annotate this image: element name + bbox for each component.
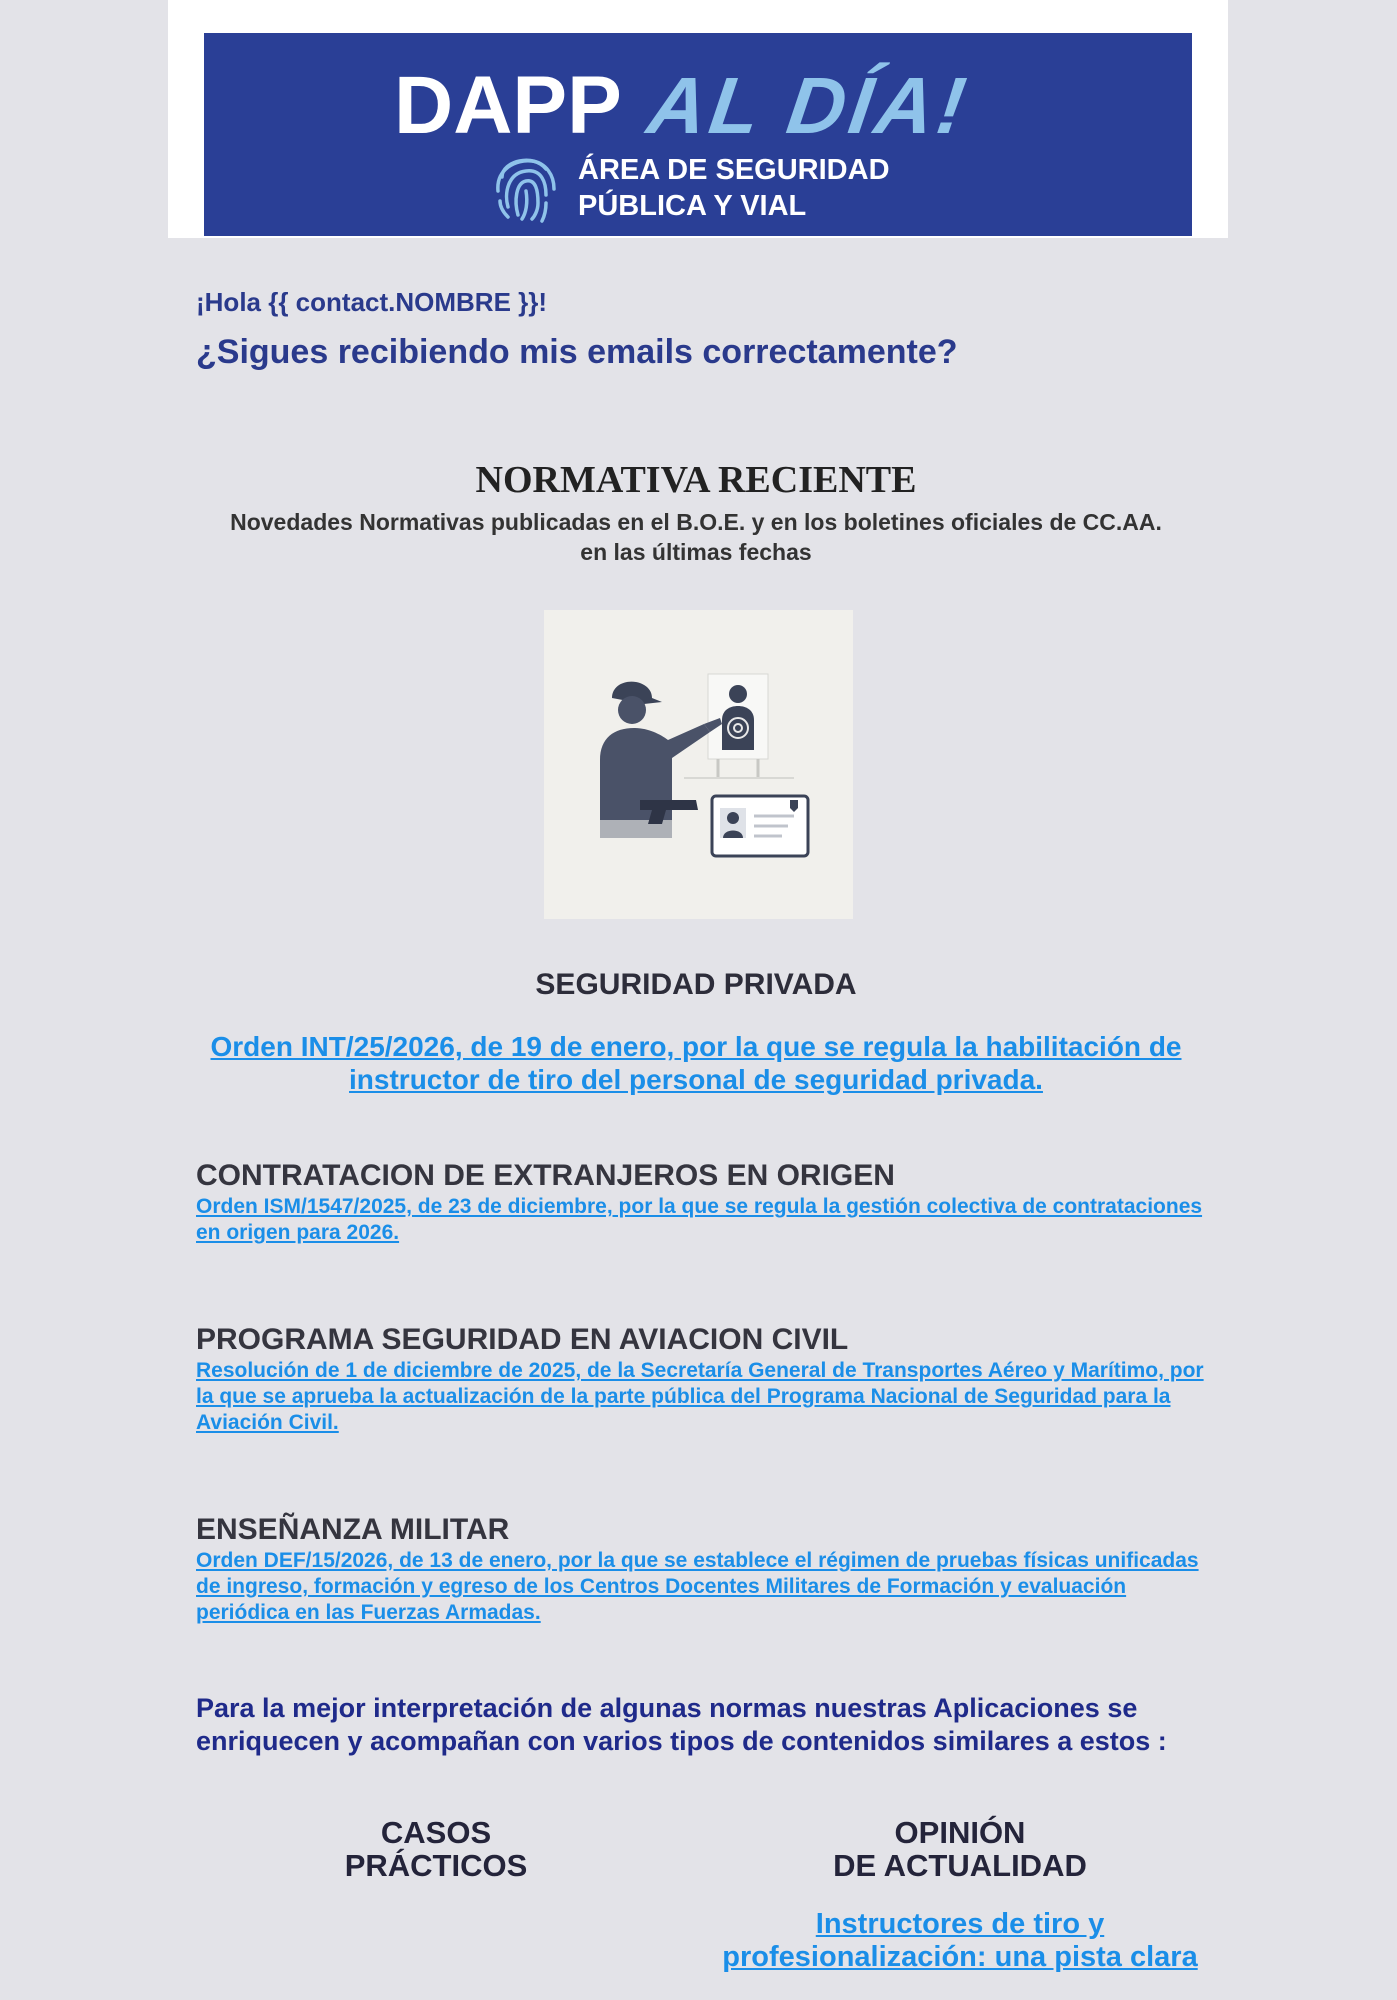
interpretation-text: Para la mejor interpretación de algunas normas nuestras Aplicaciones se enriquecen y acompañan con varios tipos de contenidos similares a estos : bbox=[196, 1693, 1167, 1756]
opinion-line1: OPINIÓN bbox=[894, 1815, 1026, 1850]
greeting-text: ¡Hola {{ contact.NOMBRE }}! bbox=[196, 287, 548, 317]
area-line2: PÚBLICA Y VIAL bbox=[578, 190, 807, 222]
opinion-article-link[interactable]: Instructores de tiro y profesionalización: una pista clara bbox=[722, 1908, 1198, 1973]
section-title: NORMATIVA RECIENTE bbox=[475, 459, 917, 501]
dapp-banner bbox=[204, 33, 1192, 236]
casos-practicos-title bbox=[236, 1816, 636, 1882]
brand-text: DAPP bbox=[394, 60, 622, 151]
area-line1: ÁREA DE SEGURIDAD bbox=[578, 154, 890, 186]
category-extranjeros bbox=[196, 1158, 1206, 1246]
tagline-text: AL DÍA! bbox=[642, 61, 975, 151]
category-title: ENSEÑANZA MILITAR bbox=[196, 1513, 510, 1546]
category-militar bbox=[196, 1512, 1206, 1626]
category-title: PROGRAMA SEGURIDAD EN AVIACION CIVIL bbox=[196, 1323, 849, 1356]
seguridad-privada-title: SEGURIDAD PRIVADA bbox=[535, 968, 857, 1001]
category-link[interactable]: Orden DEF/15/2026, de 13 de enero, por la que se establece el régimen de pruebas físicas unificadas de ingreso, formación y egreso de los Centros Docentes Militares de Formación y evaluación periódica en las Fuerzas Armadas. bbox=[196, 1549, 1199, 1624]
seguridad-privada-link[interactable]: Orden INT/25/2026, de 19 de enero, por la que se regula la habilitación de instructor de tiro del personal de seguridad privada. bbox=[210, 1031, 1182, 1095]
opinion-line2: DE ACTUALIDAD bbox=[833, 1848, 1087, 1883]
section-subtitle-text: Novedades Normativas publicadas en el B.O.E. y en los boletines oficiales de CC.AA. en las últimas fechas bbox=[230, 509, 1162, 565]
question-text: ¿Sigues recibiendo mis emails correctamente? bbox=[196, 333, 958, 371]
casos-line2: PRÁCTICOS bbox=[344, 1848, 528, 1883]
opinion-actualidad-title bbox=[760, 1816, 1160, 1882]
category-link[interactable]: Orden ISM/1547/2025, de 23 de diciembre, por la que se regula la gestión colectiva de contrataciones en origen para 2026. bbox=[196, 1195, 1203, 1244]
category-title: CONTRATACION DE EXTRANJEROS EN ORIGEN bbox=[196, 1159, 895, 1192]
casos-line1: CASOS bbox=[380, 1815, 492, 1850]
category-aviacion bbox=[196, 1322, 1206, 1436]
category-link[interactable]: Resolución de 1 de diciembre de 2025, de la Secretaría General de Transportes Aéreo y Marítimo, por la que se aprueba la actualización de la parte pública del Programa Nacional de Seguridad para la Aviación Civil. bbox=[196, 1359, 1204, 1434]
shooting-instructor-illustration bbox=[544, 610, 853, 919]
section-subtitle bbox=[196, 507, 1196, 567]
